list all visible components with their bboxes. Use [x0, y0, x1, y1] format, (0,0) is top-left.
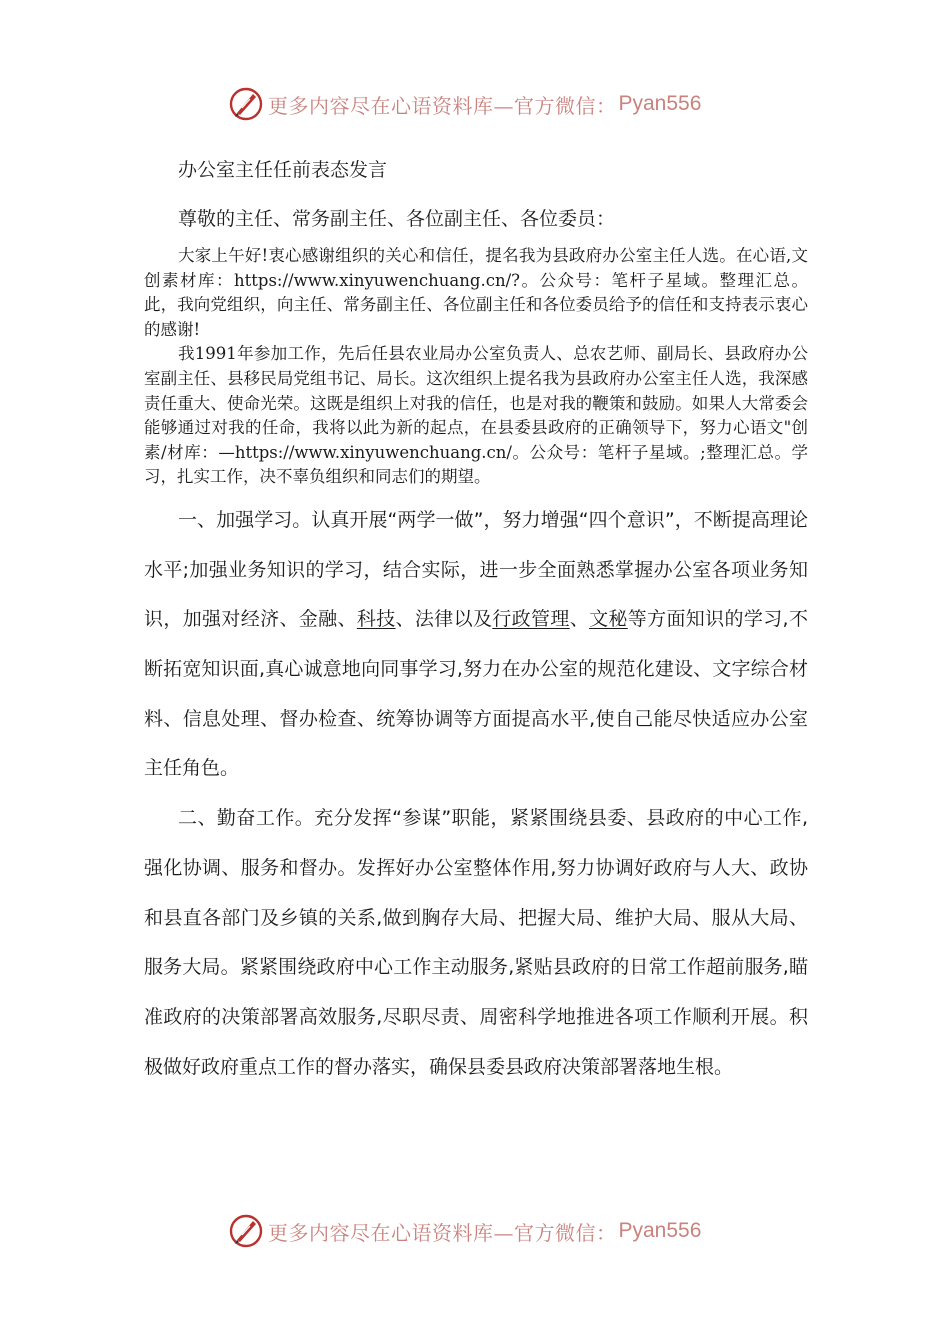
banner-text: 更多内容尽在心语资料库—官方微信：: [268, 93, 617, 118]
link-wenmi[interactable]: 文秘: [589, 608, 628, 631]
quill-pen-logo-icon: [228, 1213, 264, 1249]
paragraph-3-text-b: 、法律以及: [395, 608, 493, 631]
paragraph-3-text-c: 、: [569, 608, 590, 631]
header-banner: [228, 84, 748, 124]
quill-pen-logo-icon: [228, 86, 264, 122]
paragraph-4: 二、勤奋工作。充分发挥“参谋”职能，紧紧围绕县委、县政府的中心工作,强化协调、服务和督办。发挥好办公室整体作用,努力协调好政府与人大、政协和县直各部门及乡镇的关系,做到胸存大局、把握大局、维护大局、服从大局、服务大局。紧紧围绕政府中心工作主动服务,紧贴县政府的日常工作超前服务,瞄准政府的决策部署高效服务,尽职尽责、周密科学地推进各项工作顺利开展。积极做好政府重点工作的督办落实，确保县委县政府决策部署落地生根。: [144, 807, 808, 1078]
link-keji[interactable]: 科技: [356, 608, 396, 631]
page-title: 办公室主任任前表态发言: [178, 159, 388, 181]
banner-wechat-id: Pyan556: [618, 1219, 702, 1242]
paragraph-3-text-d: 等方面知识的学习,不断拓宽知识面,真心诚意地向同事学习,努力在办公室的规范化建设、文字综合材料、信息处理、督办检查、统筹协调等方面提高水平,使自己能尽快适应办公室主任角色。: [144, 608, 808, 780]
banner-wechat-id: Pyan556: [618, 92, 702, 115]
footer-banner: [228, 1211, 748, 1251]
paragraph-1: 大家上午好!衷心感谢组织的关心和信任，提名我为县政府办公室主任人选。在心语,文创素材库：https://www.xinyuwenchuang.cn/?。公众号：笔杆子星域。整理汇总。此，我向党组织，向主任、常务副主任、各位副主任和各位委员给予的信任和支持表示衷心的感谢!: [144, 246, 808, 339]
paragraph-2: 我1991年参加工作，先后任县农业局办公室负责人、总农艺师、副局长、县政府办公室副主任、县移民局党组书记、局长。这次组织上提名我为县政府办公室主任人选，我深感责任重大、使命光荣。这既是组织上对我的信任，也是对我的鞭策和鼓励。如果人大常委会能够通过对我的任命，我将以此为新的起点，在县委县政府的正确领导下，努力心语文"创素/材库：—https://www.xinyuwenchuang.cn/。公众号：笔杆子星域。;整理汇总。学习，扎实工作，决不辜负组织和同志们的期望。: [144, 344, 808, 487]
salutation: 尊敬的主任、常务副主任、各位副主任、各位委员：: [178, 208, 616, 230]
paragraph-3-text-a: 一、加强学习。认真开展“两学一做”，努力增强“四个意识”，不断提高理论水平;加强业务知识的学习，结合实际，进一步全面熟悉掌握办公室各项业务知识，加强对经济、金融、: [144, 508, 808, 631]
paragraph-3: [144, 496, 808, 794]
document-body: [144, 150, 808, 1092]
link-xingzheng-guanli[interactable]: 行政管理: [492, 608, 570, 631]
banner-text: 更多内容尽在心语资料库—官方微信：: [268, 1220, 617, 1245]
